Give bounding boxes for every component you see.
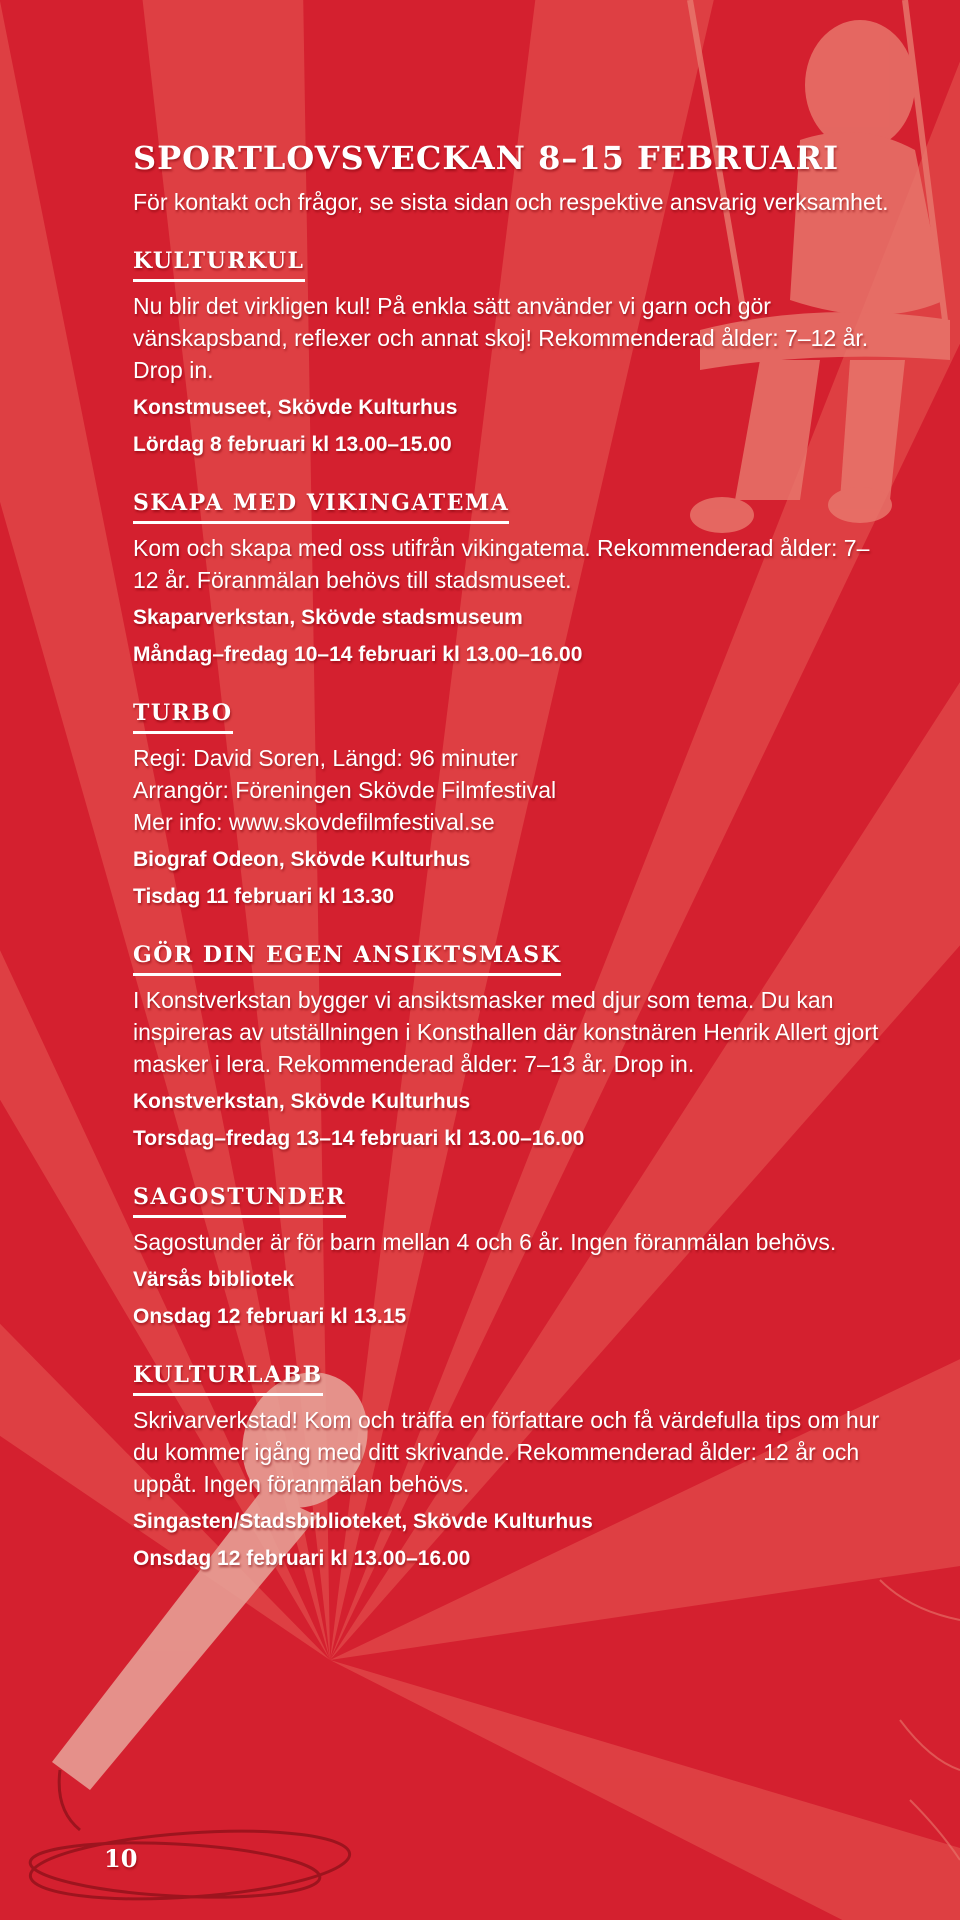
section-body: Skrivarverkstad! Kom och träffa en författare och få värdefulla tips om hur du kommer igång med ditt skrivande. Rekommenderad ålder: 12 år och uppåt. Ingen föranmälan behövs. [133,1407,880,1497]
event-section-kulturkul [133,246,893,460]
event-datetime: Måndag–fredag 10–14 februari kl 13.00–16.00 [133,643,583,666]
intro-text: För kontakt och frågor, se sista sidan och respektive ansvarig verksamhet. [133,189,889,215]
event-section-vikingatema [133,488,893,670]
section-body: I Konstverkstan bygger vi ansiktsmasker med djur som tema. Du kan inspireras av utställningen i Konsthallen där konstnären Henrik Allert gjort masker i lera. Rekommenderad ålder: 7–13 år. Drop in. [133,987,879,1077]
scribble-swirl [28,1770,352,1908]
film-director-line: Regi: David Soren, Längd: 96 minuter [133,745,518,771]
event-location: Singasten/Stadsbiblioteket, Skövde Kulturhus [133,1510,593,1533]
page-number: 10 [104,1844,138,1873]
event-section-sagostunder [133,1182,893,1332]
event-listing [133,136,893,1574]
section-heading: KULTURKUL [133,246,305,282]
event-datetime: Tisdag 11 februari kl 13.30 [133,885,395,908]
event-datetime: Lördag 8 februari kl 13.00–15.00 [133,433,452,456]
event-datetime: Torsdag–fredag 13–14 februari kl 13.00–16.00 [133,1127,585,1150]
section-heading: SAGOSTUNDER [133,1182,346,1218]
section-body: Kom och skapa med oss utifrån vikingatema. Rekommenderad ålder: 7–12 år. Föranmälan behövs till stadsmuseet. [133,535,870,593]
event-location: Värsås bibliotek [133,1268,295,1291]
section-body: Nu blir det virkligen kul! På enkla sätt använder vi garn och gör vänskapsband, reflexer och annat skoj! Rekommenderad ålder: 7–12 år. Drop in. [133,293,869,383]
event-datetime: Onsdag 12 februari kl 13.00–16.00 [133,1547,471,1570]
event-location: Biograf Odeon, Skövde Kulturhus [133,848,471,871]
branch-twigs [880,1580,960,1860]
event-section-turbo [133,698,893,912]
event-location: Skaparverkstan, Skövde stadsmuseum [133,606,523,629]
section-heading: GÖR DIN EGEN ANSIKTSMASK [133,940,561,976]
section-heading: SKAPA MED VIKINGATEMA [133,488,509,524]
section-heading: TURBO [133,698,233,734]
event-datetime: Onsdag 12 februari kl 13.15 [133,1305,407,1328]
section-body [133,742,893,838]
section-body: Sagostunder är för barn mellan 4 och 6 år. Ingen föranmälan behövs. [133,1229,837,1255]
section-heading: KULTURLABB [133,1360,323,1396]
film-info-link: Mer info: www.skovdefilmfestival.se [133,809,495,835]
event-location: Konstmuseet, Skövde Kulturhus [133,396,458,419]
page-title: SPORTLOVSVECKAN 8–15 FEBRUARI [133,139,840,177]
event-section-kulturlabb [133,1360,893,1574]
event-location: Konstverkstan, Skövde Kulturhus [133,1090,471,1113]
event-section-ansiktsmask [133,940,893,1154]
film-organizer-line: Arrangör: Föreningen Skövde Filmfestival [133,777,557,803]
